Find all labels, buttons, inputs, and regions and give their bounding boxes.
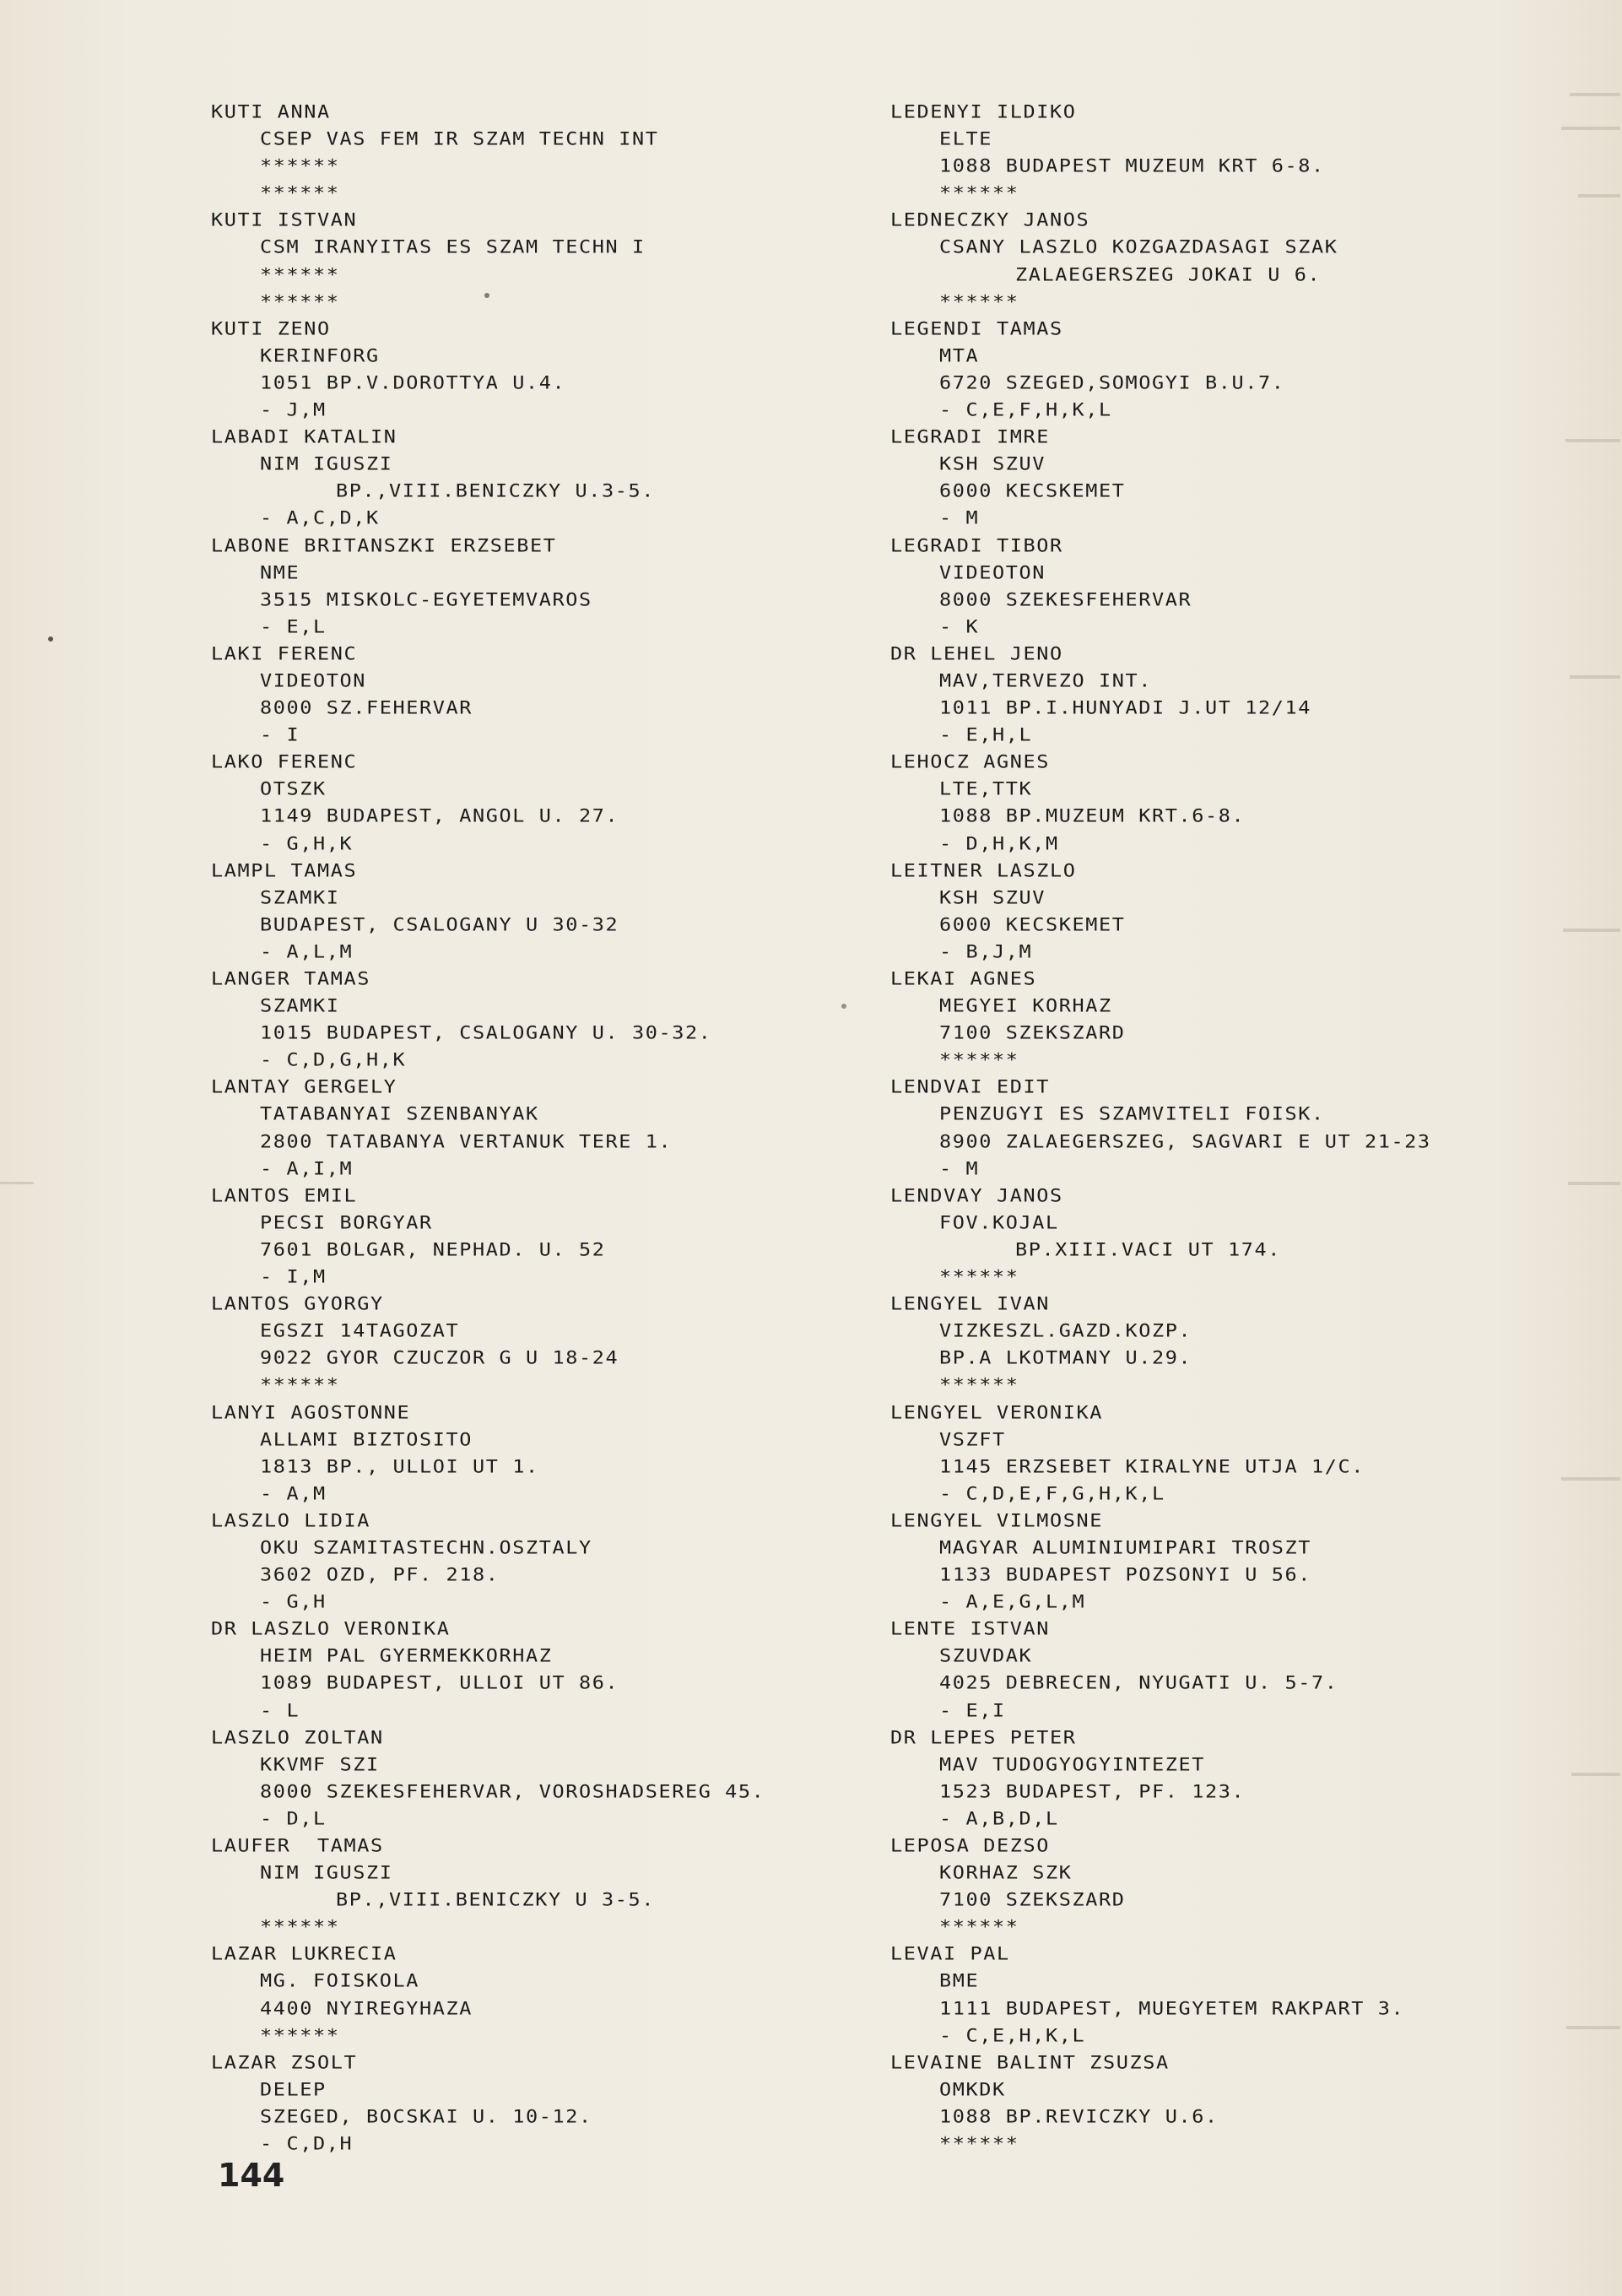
- entry-organization: CSM IRANYITAS ES SZAM TECHN I: [260, 236, 646, 258]
- entry-codes: - L: [260, 1698, 300, 1721]
- entry-address: ******: [260, 263, 340, 285]
- entry-codes: - J,M: [260, 398, 327, 420]
- entry-organization: NIM IGUSZI: [260, 452, 393, 475]
- entry-codes: - A,M: [260, 1481, 327, 1504]
- directory-entry-dr-laszlo-veronika: [211, 1615, 970, 1723]
- entry-name: LANTAY GERGELY: [211, 1075, 397, 1098]
- entry-address: 6000 KECSKEMET: [939, 479, 1126, 502]
- entry-address: ZALAEGERSZEG JOKAI U 6.: [1015, 263, 1322, 285]
- directory-entry-laszlo-lidia: [211, 1507, 970, 1615]
- entry-codes: - M: [939, 1156, 980, 1179]
- entry-name: LANYI AGOSTONNE: [211, 1400, 411, 1423]
- entry-address: 1523 BUDAPEST, PF. 123.: [939, 1779, 1246, 1802]
- entry-name: LEKAI AGNES: [890, 967, 1037, 989]
- entry-name: LABADI KATALIN: [211, 425, 397, 448]
- entry-organization: MEGYEI KORHAZ: [939, 994, 1112, 1016]
- entry-name: LEGRADI TIBOR: [890, 533, 1063, 556]
- entry-codes: ******: [260, 1373, 340, 1396]
- entry-organization: EGSZI 14TAGOZAT: [260, 1319, 460, 1342]
- entry-name: LEVAINE BALINT ZSUZSA: [890, 2050, 1170, 2073]
- entry-codes: ******: [939, 1265, 1019, 1287]
- directory-entry-lengyel-ivan: [890, 1290, 1622, 1398]
- entry-address: 4400 NYIREGYHAZA: [260, 1996, 473, 2019]
- entry-name: LAZAR LUKRECIA: [211, 1942, 397, 1965]
- directory-entry-dr-lepes-peter: [890, 1724, 1622, 1832]
- entry-organization: VIDEOTON: [939, 560, 1046, 583]
- directory-entry-lehocz-agnes: [890, 748, 1622, 856]
- entry-name: LENGYEL IVAN: [890, 1292, 1050, 1315]
- entry-codes: - D,L: [260, 1807, 327, 1829]
- entry-name: KUTI ANNA: [211, 100, 331, 122]
- directory-entry-lengyel-vilmosne: [890, 1507, 1622, 1615]
- directory-entry-kuti-istvan: [211, 206, 970, 314]
- entry-organization: CSANY LASZLO KOZGAZDASAGI SZAK: [939, 236, 1338, 258]
- entry-organization: MG. FOISKOLA: [260, 1969, 419, 1992]
- entry-name: LABONE BRITANSZKI ERZSEBET: [211, 533, 557, 556]
- directory-entry-ledenyi-ildiko: [890, 98, 1622, 206]
- entry-codes: - A,L,M: [260, 940, 354, 962]
- entry-organization: TATABANYAI SZENBANYAK: [260, 1102, 539, 1125]
- entry-organization: SZUVDAK: [939, 1644, 1033, 1667]
- directory-entry-leitner-laszlo: [890, 857, 1622, 965]
- entry-address: 1088 BP.MUZEUM KRT.6-8.: [939, 804, 1246, 827]
- directory-entry-lampl-tamas: [211, 857, 970, 965]
- directory-entry-lente-istvan: [890, 1615, 1622, 1723]
- directory-entry-dr-lehel-jeno: [890, 640, 1622, 748]
- entry-name: KUTI ZENO: [211, 317, 331, 339]
- entry-address: 7100 SZEKSZARD: [939, 1888, 1126, 1911]
- directory-entry-lengyel-veronika: [890, 1399, 1622, 1507]
- entry-name: LENTE ISTVAN: [890, 1617, 1050, 1640]
- entry-address: 1088 BUDAPEST MUZEUM KRT 6-8.: [939, 154, 1325, 177]
- entry-codes: - C,D,H: [260, 2132, 354, 2154]
- entry-address: 7601 BOLGAR, NEPHAD. U. 52: [260, 1238, 606, 1260]
- directory-entry-levai-pal: [890, 1940, 1622, 2048]
- directory-entry-laszlo-zoltan: [211, 1724, 970, 1832]
- entry-address: 8000 SZEKESFEHERVAR, VOROSHADSEREG 45.: [260, 1779, 765, 1802]
- entry-address: 8000 SZEKESFEHERVAR: [939, 588, 1192, 610]
- entry-organization: KSH SZUV: [939, 452, 1046, 475]
- entry-organization: VIDEOTON: [260, 669, 366, 691]
- entry-address: BP.XIII.VACI UT 174.: [1015, 1238, 1281, 1260]
- entry-name: LEITNER LASZLO: [890, 858, 1077, 881]
- entry-organization: CSEP VAS FEM IR SZAM TECHN INT: [260, 127, 659, 149]
- entry-organization: ELTE: [939, 127, 992, 149]
- entry-organization: MAGYAR ALUMINIUMIPARI TROSZT: [939, 1536, 1311, 1558]
- entry-codes: - K: [939, 615, 980, 637]
- entry-name: KUTI ISTVAN: [211, 208, 358, 231]
- entry-codes: ******: [939, 290, 1019, 312]
- entry-codes: - E,L: [260, 615, 327, 637]
- entry-codes: ******: [939, 1048, 1019, 1071]
- entry-name: LAKO FERENC: [211, 750, 358, 773]
- entry-codes: ******: [260, 1915, 340, 1938]
- entry-organization: KSH SZUV: [939, 885, 1046, 908]
- directory-entry-levaine-balint-zsuzsa: [890, 2049, 1622, 2157]
- entry-organization: NME: [260, 560, 300, 583]
- entry-name: LEDNECZKY JANOS: [890, 208, 1090, 231]
- entry-address: 1089 BUDAPEST, ULLOI UT 86.: [260, 1671, 619, 1694]
- entry-name: LEGENDI TAMAS: [890, 317, 1063, 339]
- directory-entry-lendvay-janos: [890, 1182, 1622, 1290]
- entry-organization: PENZUGYI ES SZAMVITELI FOISK.: [939, 1102, 1325, 1125]
- entry-organization: MAV TUDOGYOGYINTEZET: [939, 1752, 1205, 1775]
- entry-address: BP.A LKOTMANY U.29.: [939, 1346, 1192, 1369]
- entry-name: LAMPL TAMAS: [211, 858, 358, 881]
- entry-name: LANTOS EMIL: [211, 1183, 358, 1206]
- entry-address: 3515 MISKOLC-EGYETEMVAROS: [260, 588, 592, 610]
- entry-codes: ******: [260, 181, 340, 204]
- entry-address: 2800 TATABANYA VERTANUK TERE 1.: [260, 1129, 673, 1152]
- entry-name: LEDENYI ILDIKO: [890, 100, 1077, 122]
- entry-codes: - C,E,F,H,K,L: [939, 398, 1112, 420]
- entry-address: 1011 BP.I.HUNYADI J.UT 12/14: [939, 696, 1311, 718]
- entry-codes: - C,D,G,H,K: [260, 1048, 407, 1071]
- directory-entry-leposa-dezso: [890, 1832, 1622, 1940]
- entry-name: LAUFER TAMAS: [211, 1834, 384, 1856]
- page-number: 144: [218, 2157, 285, 2194]
- entry-codes: ******: [939, 1373, 1019, 1396]
- entry-name: LENDVAY JANOS: [890, 1183, 1063, 1206]
- entry-address: 1813 BP., ULLOI UT 1.: [260, 1454, 539, 1477]
- entry-name: LAKI FERENC: [211, 642, 358, 664]
- entry-organization: SZAMKI: [260, 994, 340, 1016]
- entry-address: 6720 SZEGED,SOMOGYI B.U.7.: [939, 371, 1285, 393]
- entry-name: LASZLO LIDIA: [211, 1508, 370, 1531]
- entry-organization: PECSI BORGYAR: [260, 1210, 433, 1233]
- entry-address: 8900 ZALAEGERSZEG, SAGVARI E UT 21-23: [939, 1129, 1431, 1152]
- directory-entry-legradi-tibor: [890, 532, 1622, 640]
- entry-organization: VIZKESZL.GAZD.KOZP.: [939, 1319, 1192, 1342]
- entry-organization: ALLAMI BIZTOSITO: [260, 1427, 473, 1450]
- entry-name: LANGER TAMAS: [211, 967, 370, 989]
- right-column: [890, 98, 1622, 2157]
- entry-address: 1051 BP.V.DOROTTYA U.4.: [260, 371, 566, 393]
- entry-organization: FOV.KOJAL: [939, 1210, 1059, 1233]
- entry-codes: - G,H,K: [260, 831, 354, 854]
- entry-codes: - A,B,D,L: [939, 1807, 1059, 1829]
- entry-name: LEPOSA DEZSO: [890, 1834, 1050, 1856]
- directory-entry-labadi-katalin: [211, 423, 970, 531]
- entry-codes: - M: [939, 506, 980, 529]
- entry-codes: - B,J,M: [939, 940, 1033, 962]
- entry-organization: LTE,TTK: [939, 777, 1033, 800]
- entry-organization: BME: [939, 1969, 980, 1992]
- left-column: [211, 98, 970, 2157]
- entry-codes: ******: [939, 2132, 1019, 2154]
- entry-codes: ******: [260, 290, 340, 312]
- entry-name: LEHOCZ AGNES: [890, 750, 1050, 773]
- directory-entry-laki-ferenc: [211, 640, 970, 748]
- directory-entry-kuti-zeno: [211, 315, 970, 423]
- entry-name: LENGYEL VERONIKA: [890, 1400, 1103, 1423]
- directory-entry-lanyi-agostonne: [211, 1399, 970, 1507]
- entry-organization: SZAMKI: [260, 885, 340, 908]
- entry-name: DR LEPES PETER: [890, 1725, 1077, 1748]
- entry-name: DR LASZLO VERONIKA: [211, 1617, 451, 1640]
- entry-address: SZEGED, BOCSKAI U. 10-12.: [260, 2105, 592, 2127]
- entry-name: LANTOS GYORGY: [211, 1292, 384, 1315]
- directory-entry-lantay-gergely: [211, 1073, 970, 1181]
- entry-address: BUDAPEST, CSALOGANY U 30-32: [260, 912, 619, 935]
- entry-address: 7100 SZEKSZARD: [939, 1021, 1126, 1044]
- entry-codes: - C,E,H,K,L: [939, 2023, 1086, 2046]
- entry-organization: NIM IGUSZI: [260, 1861, 393, 1883]
- directory-entry-langer-tamas: [211, 965, 970, 1073]
- entry-organization: OKU SZAMITASTECHN.OSZTALY: [260, 1536, 592, 1558]
- directory-entry-kuti-anna: [211, 98, 970, 206]
- entry-organization: DELEP: [260, 2077, 327, 2100]
- entry-address: 1133 BUDAPEST POZSONYI U 56.: [939, 1563, 1311, 1585]
- entry-organization: KORHAZ SZK: [939, 1861, 1073, 1883]
- entry-codes: - A,C,D,K: [260, 506, 380, 529]
- entry-organization: KKVMF SZI: [260, 1752, 380, 1775]
- entry-codes: ******: [939, 181, 1019, 204]
- directory-entry-lantos-gyorgy: [211, 1290, 970, 1398]
- entry-name: LEGRADI IMRE: [890, 425, 1050, 448]
- entry-address: ******: [260, 154, 340, 177]
- entry-organization: MAV,TERVEZO INT.: [939, 669, 1152, 691]
- entry-organization: HEIM PAL GYERMEKKORHAZ: [260, 1644, 553, 1667]
- entry-codes: - D,H,K,M: [939, 831, 1059, 854]
- entry-address: 1145 ERZSEBET KIRALYNE UTJA 1/C.: [939, 1454, 1365, 1477]
- entry-codes: - I: [260, 723, 300, 746]
- directory-entry-labone-britanszki-erzsebet: [211, 532, 970, 640]
- entry-codes: ******: [939, 1915, 1019, 1938]
- directory-entry-laufer-tamas: [211, 1832, 970, 1940]
- entry-codes: - I,M: [260, 1265, 327, 1287]
- entry-codes: - G,H: [260, 1590, 327, 1613]
- entry-name: LENGYEL VILMOSNE: [890, 1508, 1103, 1531]
- directory-entry-ledneczky-janos: [890, 206, 1622, 314]
- directory-entry-lendvai-edit: [890, 1073, 1622, 1181]
- entry-organization: VSZFT: [939, 1427, 1006, 1450]
- directory-entry-lantos-emil: [211, 1182, 970, 1290]
- directory-entry-legradi-imre: [890, 423, 1622, 531]
- entry-address: 1088 BP.REVICZKY U.6.: [939, 2105, 1219, 2127]
- entry-name: LEVAI PAL: [890, 1942, 1010, 1965]
- entry-name: LAZAR ZSOLT: [211, 2050, 358, 2073]
- directory-entry-lako-ferenc: [211, 748, 970, 856]
- entry-organization: MTA: [939, 344, 980, 366]
- directory-entry-lazar-lukrecia: [211, 1940, 970, 2048]
- entry-codes: - E,I: [939, 1698, 1006, 1721]
- entry-organization: OMKDK: [939, 2077, 1006, 2100]
- entry-organization: OTSZK: [260, 777, 327, 800]
- entry-address: 1015 BUDAPEST, CSALOGANY U. 30-32.: [260, 1021, 712, 1044]
- entry-address: BP.,VIII.BENICZKY U 3-5.: [336, 1888, 655, 1911]
- entry-name: LENDVAI EDIT: [890, 1075, 1050, 1098]
- entry-address: 1149 BUDAPEST, ANGOL U. 27.: [260, 804, 619, 827]
- entry-address: 3602 OZD, PF. 218.: [260, 1563, 500, 1585]
- entry-name: LASZLO ZOLTAN: [211, 1725, 384, 1748]
- entry-codes: - A,I,M: [260, 1156, 354, 1179]
- directory-entry-lekai-agnes: [890, 965, 1622, 1073]
- directory-entry-lazar-zsolt: [211, 2049, 970, 2157]
- entry-address: 6000 KECSKEMET: [939, 912, 1126, 935]
- entry-codes: - A,E,G,L,M: [939, 1590, 1086, 1613]
- entry-codes: - E,H,L: [939, 723, 1033, 746]
- entry-address: 9022 GYOR CZUCZOR G U 18-24: [260, 1346, 619, 1369]
- entry-address: 1111 BUDAPEST, MUEGYETEM RAKPART 3.: [939, 1996, 1405, 2019]
- entry-address: BP.,VIII.BENICZKY U.3-5.: [336, 479, 655, 502]
- entry-codes: ******: [260, 2023, 340, 2046]
- entry-address: 4025 DEBRECEN, NYUGATI U. 5-7.: [939, 1671, 1338, 1694]
- entry-codes: - C,D,E,F,G,H,K,L: [939, 1481, 1165, 1504]
- entry-organization: KERINFORG: [260, 344, 380, 366]
- entry-name: DR LEHEL JENO: [890, 642, 1063, 664]
- directory-entry-legendi-tamas: [890, 315, 1622, 423]
- entry-address: 8000 SZ.FEHERVAR: [260, 696, 473, 718]
